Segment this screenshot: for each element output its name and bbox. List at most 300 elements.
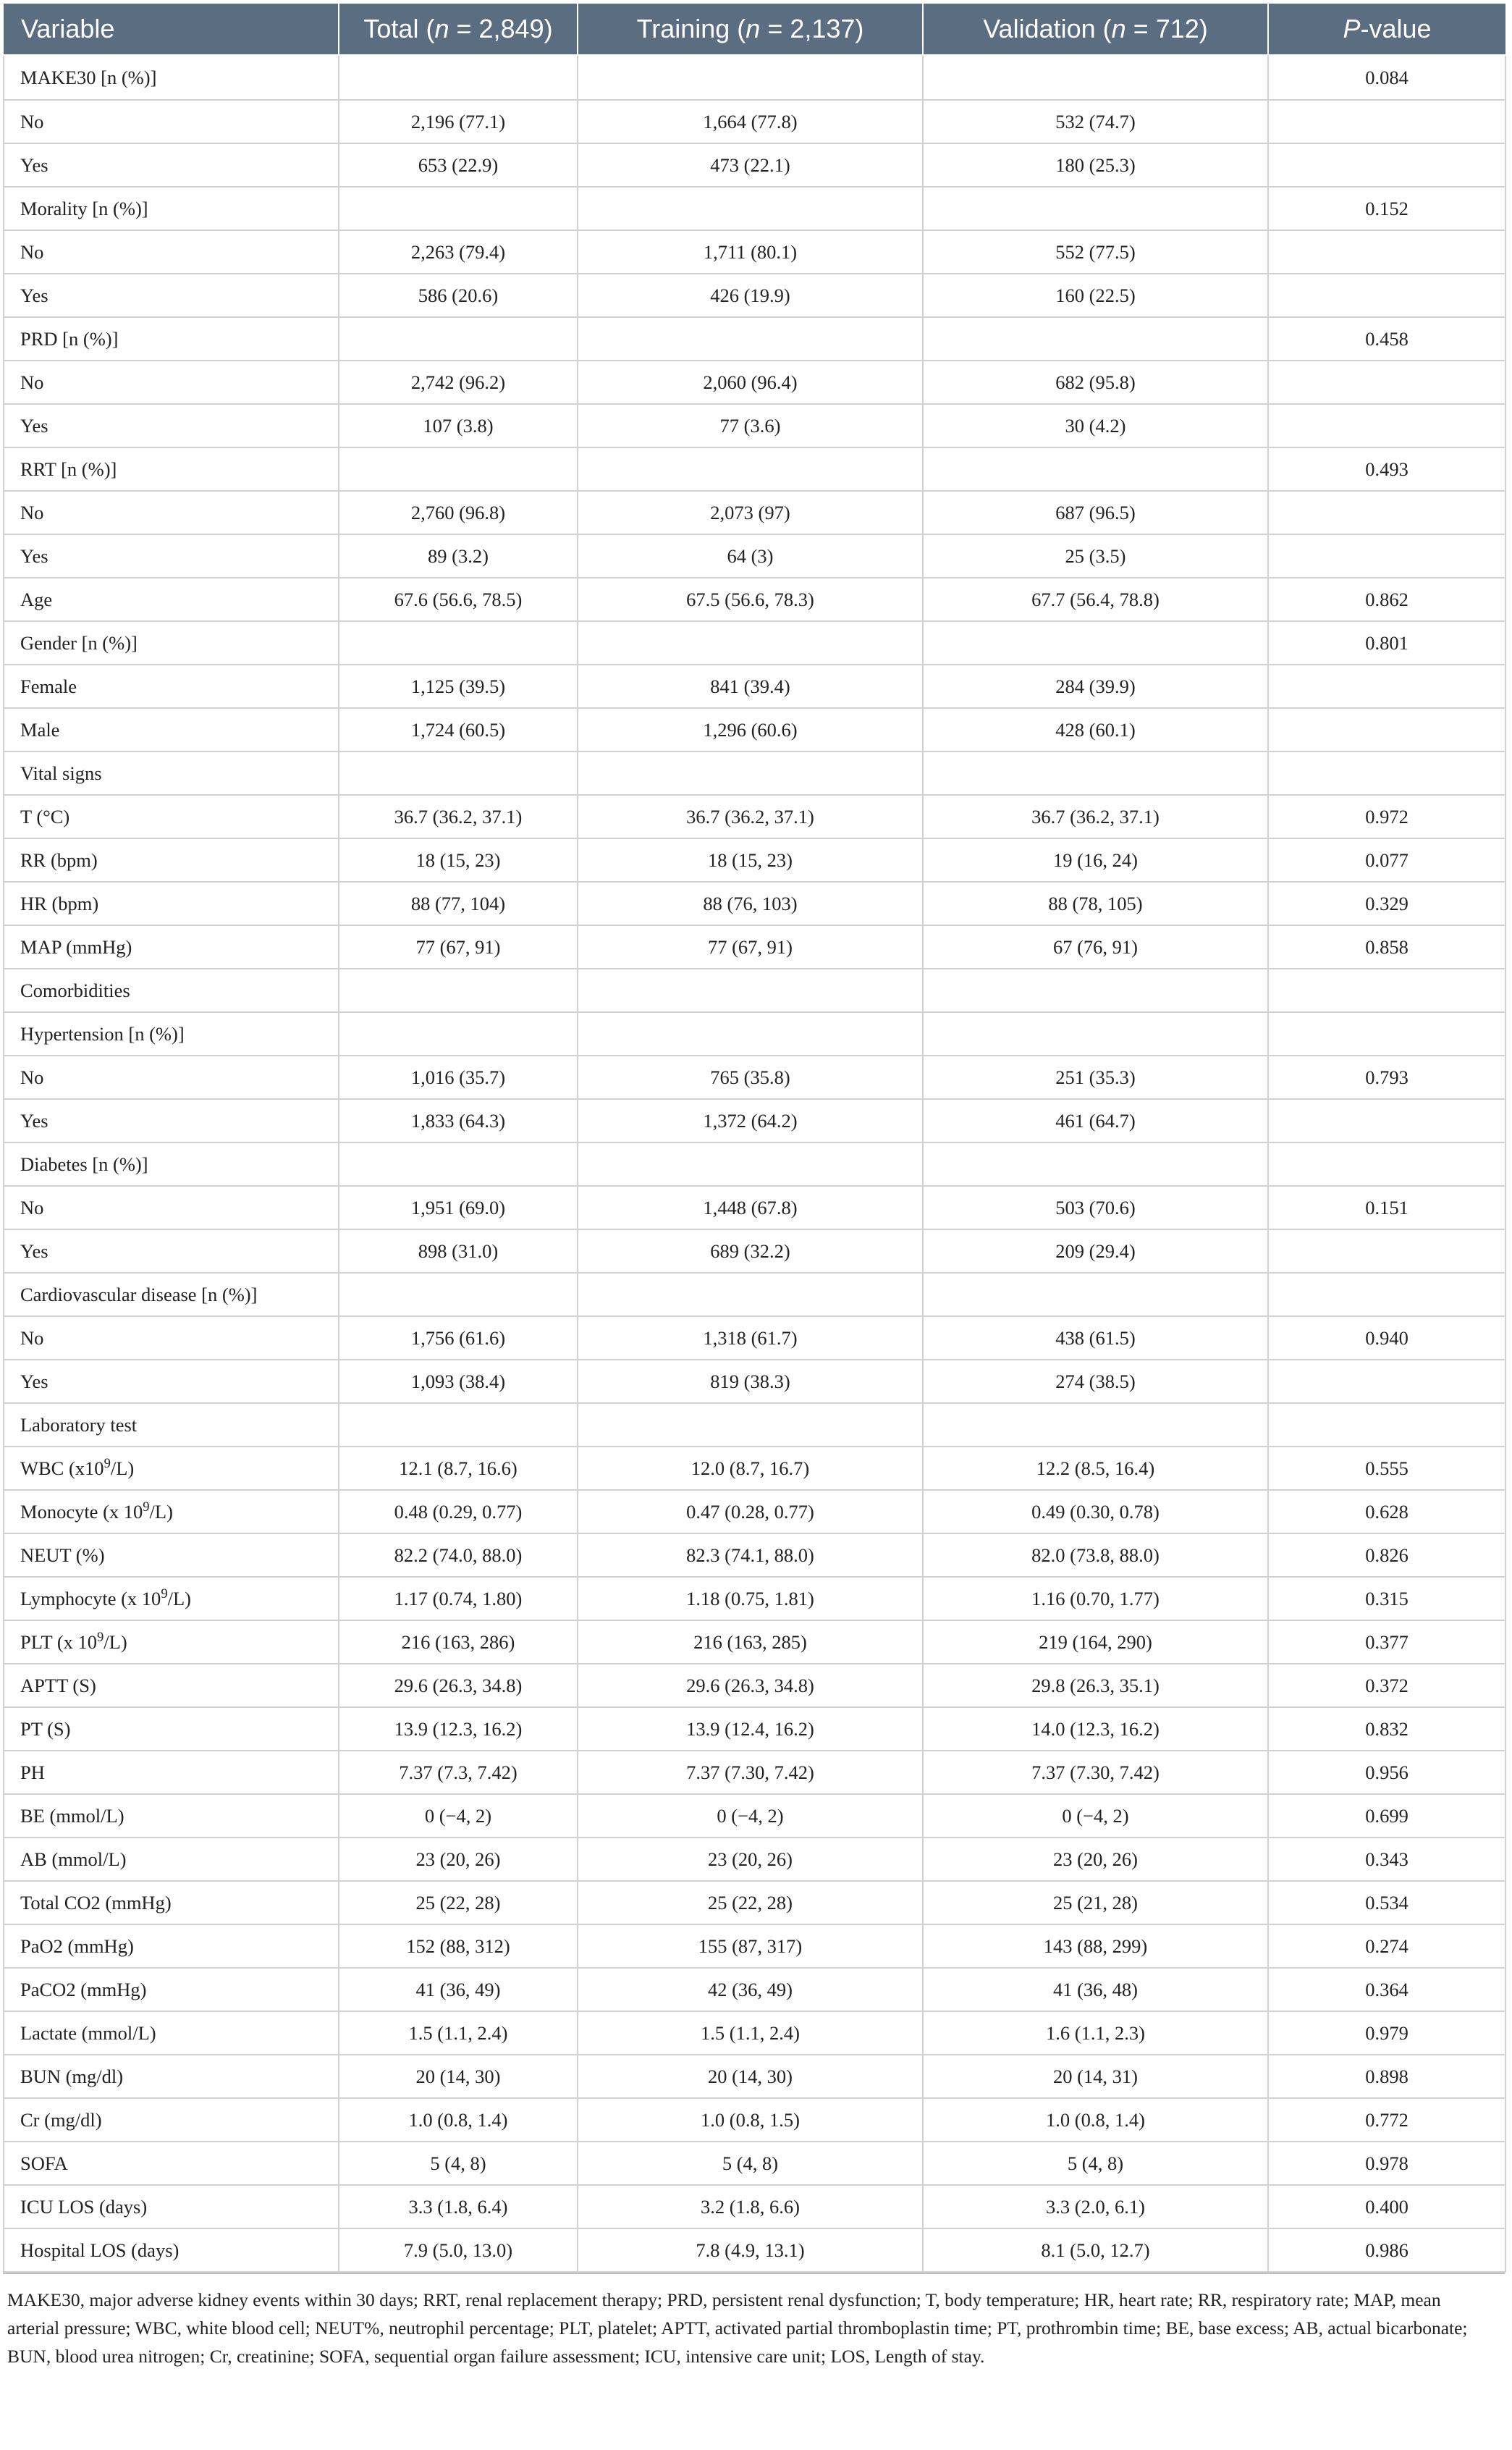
validation-cell [923,447,1268,491]
table-row [4,621,1505,665]
p-value-cell: 0.534 [1268,1881,1505,1924]
p-value-cell: 0.826 [1268,1533,1505,1577]
variable-cell: Monocyte (x $10^9/L$) [4,1490,339,1533]
validation-cell [923,1142,1268,1186]
table-row [4,1142,1505,1186]
total-cell: 2,196 (77.1) [339,100,578,143]
total-cell [339,969,578,1012]
p-value-cell: 0.329 [1268,882,1505,925]
p-value-cell: 0.972 [1268,795,1505,838]
total-cell: 67.6 (56.6, 78.5) [339,578,578,621]
table-row [4,2228,1505,2272]
validation-cell: 25 (21, 28) [923,1881,1268,1924]
table-row [4,143,1505,187]
validation-cell [923,1403,1268,1447]
training-cell: 1,448 (67.8) [578,1186,923,1229]
variable-cell: T (°C) [4,795,339,838]
table-row [4,361,1505,404]
variable-cell: Gender [n (%)] [4,621,339,665]
variable-cell: WBC $(x10^9/L)$ [4,1447,339,1490]
total-cell: 1.5 (1.1, 2.4) [339,2011,578,2055]
training-cell: 2,060 (96.4) [578,361,923,404]
variable-cell: AB (mmol/L) [4,1838,339,1881]
variable-cell: PRD [n (%)] [4,317,339,361]
validation-cell: 143 (88, 299) [923,1924,1268,1968]
variable-cell: PLT (x $10^9/L$) [4,1620,339,1664]
variable-cell: Age [4,578,339,621]
variable-cell: Female [4,665,339,708]
validation-cell: 67.7 (56.4, 78.8) [923,578,1268,621]
variable-cell: No [4,491,339,534]
validation-cell: 1.0 (0.8, 1.4) [923,2098,1268,2142]
variable-cell: RRT [n (%)] [4,447,339,491]
p-value-cell: 0.858 [1268,925,1505,969]
training-cell: 23 (20, 26) [578,1838,923,1881]
p-value-cell [1268,361,1505,404]
table-row [4,1099,1505,1142]
validation-cell: 251 (35.3) [923,1056,1268,1099]
variable-cell: Male [4,708,339,752]
validation-cell: 682 (95.8) [923,361,1268,404]
table-header [4,4,1505,55]
variable-cell: Yes [4,1099,339,1142]
p-value-cell: 0.979 [1268,2011,1505,2055]
p-value-cell: 0.832 [1268,1707,1505,1751]
training-cell [578,969,923,1012]
variable-cell: SOFA [4,2142,339,2185]
total-cell: 23 (20, 26) [339,1838,578,1881]
total-cell: 216 (163, 286) [339,1620,578,1664]
variable-cell: No [4,361,339,404]
p-value-cell [1268,404,1505,447]
table-row [4,1577,1505,1620]
total-cell: 2,760 (96.8) [339,491,578,534]
header-training: Training (n = 2,137) [578,4,923,55]
p-value-cell [1268,230,1505,274]
validation-cell: 36.7 (36.2, 37.1) [923,795,1268,838]
total-cell [339,55,578,100]
training-cell: 7.37 (7.30, 7.42) [578,1751,923,1794]
variable-cell: Lymphocyte (x $10^9/L$) [4,1577,339,1620]
table-row [4,969,1505,1012]
p-value-cell: 0.956 [1268,1751,1505,1794]
total-cell: 3.3 (1.8, 6.4) [339,2185,578,2228]
p-value-cell: 0.400 [1268,2185,1505,2228]
table-row [4,1490,1505,1533]
training-cell: 20 (14, 30) [578,2055,923,2098]
total-cell: 1,125 (39.5) [339,665,578,708]
total-cell: 107 (3.8) [339,404,578,447]
total-cell: 1,833 (64.3) [339,1099,578,1142]
p-value-cell: 0.986 [1268,2228,1505,2272]
total-cell: 1,756 (61.6) [339,1316,578,1360]
validation-cell: 23 (20, 26) [923,1838,1268,1881]
p-value-cell: 0.898 [1268,2055,1505,2098]
validation-cell [923,187,1268,230]
p-value-cell: 0.772 [1268,2098,1505,2142]
total-cell [339,187,578,230]
table-row [4,1012,1505,1056]
p-value-cell: 0.801 [1268,621,1505,665]
table-row [4,752,1505,795]
training-cell [578,55,923,100]
training-cell: 473 (22.1) [578,143,923,187]
training-cell: 841 (39.4) [578,665,923,708]
table-row [4,925,1505,969]
table-row [4,230,1505,274]
p-value-cell [1268,969,1505,1012]
table-row [4,1707,1505,1751]
p-value-cell [1268,274,1505,317]
training-cell: 77 (3.6) [578,404,923,447]
total-cell: 586 (20.6) [339,274,578,317]
p-value-cell [1268,708,1505,752]
training-cell: 67.5 (56.6, 78.3) [578,578,923,621]
validation-cell: 274 (38.5) [923,1360,1268,1403]
table-row [4,1447,1505,1490]
training-cell: 1,296 (60.6) [578,708,923,752]
p-value-cell: 0.493 [1268,447,1505,491]
p-value-cell [1268,1360,1505,1403]
total-cell: 152 (88, 312) [339,1924,578,1968]
p-value-cell: 0.458 [1268,317,1505,361]
training-cell: 0.47 (0.28, 0.77) [578,1490,923,1533]
training-cell: 77 (67, 91) [578,925,923,969]
table-row [4,2011,1505,2055]
variable-cell: Cr (mg/dl) [4,2098,339,2142]
p-value-cell: 0.077 [1268,838,1505,882]
total-cell [339,1142,578,1186]
variable-cell: Hospital LOS (days) [4,2228,339,2272]
variable-cell: RR (bpm) [4,838,339,882]
training-cell: 3.2 (1.8, 6.6) [578,2185,923,2228]
validation-cell: 160 (22.5) [923,274,1268,317]
table-row [4,491,1505,534]
total-cell: 2,742 (96.2) [339,361,578,404]
header-variable: Variable [4,4,339,55]
total-cell: 1.17 (0.74, 1.80) [339,1577,578,1620]
validation-cell: 82.0 (73.8, 88.0) [923,1533,1268,1577]
variable-cell: Diabetes [n (%)] [4,1142,339,1186]
total-cell: 25 (22, 28) [339,1881,578,1924]
validation-cell: 7.37 (7.30, 7.42) [923,1751,1268,1794]
p-value-cell [1268,1229,1505,1273]
validation-cell: 1.16 (0.70, 1.77) [923,1577,1268,1620]
training-cell: 82.3 (74.1, 88.0) [578,1533,923,1577]
variable-cell: PaCO2 (mmHg) [4,1968,339,2011]
table-body [4,55,1505,2272]
table-row [4,1924,1505,1968]
table-row [4,2098,1505,2142]
p-value-cell [1268,1012,1505,1056]
total-cell: 20 (14, 30) [339,2055,578,2098]
total-cell [339,317,578,361]
p-value-cell: 0.152 [1268,187,1505,230]
validation-cell: 8.1 (5.0, 12.7) [923,2228,1268,2272]
validation-cell: 0.49 (0.30, 0.78) [923,1490,1268,1533]
p-value-cell: 0.315 [1268,1577,1505,1620]
variable-cell: BUN (mg/dl) [4,2055,339,2098]
p-value-cell: 0.628 [1268,1490,1505,1533]
table-row [4,2055,1505,2098]
table-row [4,1968,1505,2011]
validation-cell: 14.0 (12.3, 16.2) [923,1707,1268,1751]
total-cell: 77 (67, 91) [339,925,578,969]
table-row [4,1664,1505,1707]
total-cell: 7.37 (7.3, 7.42) [339,1751,578,1794]
training-cell: 88 (76, 103) [578,882,923,925]
total-cell [339,752,578,795]
total-cell: 1,951 (69.0) [339,1186,578,1229]
table-footnote: MAKE30, major adverse kidney events within 30 days; RRT, renal replacement therapy; PRD, persistent renal dysfunction; T, body temperature; HR, heart rate; RR, respiratory rate; MAP, mean arterial pressure; WBC, white blood cell; NEUT%, neutrophil percentage; PLT, platelet; APTT, activated partial thromboplastin time; PT, prothrombin time; BE, base excess; AB, actual bicarbonate; BUN, blood urea nitrogen; Cr, creatinine; SOFA, sequential organ failure assessment; ICU, intensive care unit; LOS, Length of stay. [3,2273,1505,2370]
variable-cell: Lactate (mmol/L) [4,2011,339,2055]
table-row [4,1273,1505,1316]
p-value-cell [1268,534,1505,578]
training-cell: 1,318 (61.7) [578,1316,923,1360]
training-cell: 426 (19.9) [578,274,923,317]
training-cell: 1.18 (0.75, 1.81) [578,1577,923,1620]
validation-cell [923,621,1268,665]
total-cell [339,1403,578,1447]
table-row [4,1186,1505,1229]
total-cell: 88 (77, 104) [339,882,578,925]
validation-cell: 30 (4.2) [923,404,1268,447]
table-row [4,1360,1505,1403]
validation-cell: 503 (70.6) [923,1186,1268,1229]
validation-cell: 41 (36, 48) [923,1968,1268,2011]
training-cell: 0 (−4, 2) [578,1794,923,1838]
table-row [4,404,1505,447]
validation-cell [923,317,1268,361]
total-cell [339,1273,578,1316]
total-cell: 7.9 (5.0, 13.0) [339,2228,578,2272]
training-cell [578,621,923,665]
header-row [4,4,1505,55]
validation-cell [923,55,1268,100]
validation-cell: 552 (77.5) [923,230,1268,274]
table-row [4,1881,1505,1924]
validation-cell: 67 (76, 91) [923,925,1268,969]
variable-cell: Yes [4,1360,339,1403]
table-row [4,1751,1505,1794]
training-cell: 1.5 (1.1, 2.4) [578,2011,923,2055]
header-total: Total (n = 2,849) [339,4,578,55]
total-cell: 0.48 (0.29, 0.77) [339,1490,578,1533]
total-cell [339,621,578,665]
total-cell: 653 (22.9) [339,143,578,187]
total-cell [339,447,578,491]
validation-cell: 180 (25.3) [923,143,1268,187]
p-value-cell [1268,143,1505,187]
variable-cell: Laboratory test [4,1403,339,1447]
table-row [4,665,1505,708]
p-value-cell: 0.978 [1268,2142,1505,2185]
variable-cell: Yes [4,534,339,578]
training-cell: 29.6 (26.3, 34.8) [578,1664,923,1707]
training-cell: 25 (22, 28) [578,1881,923,1924]
total-cell: 0 (−4, 2) [339,1794,578,1838]
validation-cell: 209 (29.4) [923,1229,1268,1273]
table-container [3,4,1505,2370]
table-row [4,1838,1505,1881]
p-value-cell [1268,665,1505,708]
total-cell: 1,093 (38.4) [339,1360,578,1403]
training-cell: 765 (35.8) [578,1056,923,1099]
training-cell: 155 (87, 317) [578,1924,923,1968]
total-cell [339,1012,578,1056]
total-cell: 2,263 (79.4) [339,230,578,274]
baseline-characteristics-table [3,4,1506,2273]
training-cell: 819 (38.3) [578,1360,923,1403]
table-row [4,882,1505,925]
table-row [4,2142,1505,2185]
table-row [4,1794,1505,1838]
validation-cell: 25 (3.5) [923,534,1268,578]
p-value-cell [1268,1099,1505,1142]
p-value-cell: 0.151 [1268,1186,1505,1229]
validation-cell: 687 (96.5) [923,491,1268,534]
total-cell: 36.7 (36.2, 37.1) [339,795,578,838]
training-cell [578,1142,923,1186]
training-cell [578,1403,923,1447]
p-value-cell [1268,1403,1505,1447]
training-cell: 18 (15, 23) [578,838,923,882]
variable-cell: PT (S) [4,1707,339,1751]
variable-cell: APTT (S) [4,1664,339,1707]
p-value-cell [1268,1142,1505,1186]
variable-cell: Vital signs [4,752,339,795]
validation-cell: 219 (164, 290) [923,1620,1268,1664]
table-row [4,187,1505,230]
training-cell: 64 (3) [578,534,923,578]
training-cell: 1,372 (64.2) [578,1099,923,1142]
p-value-cell: 0.372 [1268,1664,1505,1707]
header-validation: Validation (n = 712) [923,4,1268,55]
training-cell: 7.8 (4.9, 13.1) [578,2228,923,2272]
total-cell: 82.2 (74.0, 88.0) [339,1533,578,1577]
total-cell: 5 (4, 8) [339,2142,578,2185]
total-cell: 29.6 (26.3, 34.8) [339,1664,578,1707]
training-cell: 1,711 (80.1) [578,230,923,274]
header-p-value: P-value [1268,4,1505,55]
validation-cell: 1.6 (1.1, 2.3) [923,2011,1268,2055]
validation-cell: 438 (61.5) [923,1316,1268,1360]
variable-cell: No [4,1056,339,1099]
training-cell [578,1012,923,1056]
table-row [4,1056,1505,1099]
total-cell: 1,016 (35.7) [339,1056,578,1099]
validation-cell: 428 (60.1) [923,708,1268,752]
table-row [4,1403,1505,1447]
variable-cell: PH [4,1751,339,1794]
p-value-cell: 0.862 [1268,578,1505,621]
table-row [4,274,1505,317]
variable-cell: No [4,230,339,274]
variable-cell: Yes [4,274,339,317]
table-row [4,1620,1505,1664]
variable-cell: No [4,100,339,143]
variable-cell: No [4,1186,339,1229]
validation-cell [923,752,1268,795]
p-value-cell: 0.940 [1268,1316,1505,1360]
table-row [4,55,1505,100]
training-cell [578,752,923,795]
total-cell: 13.9 (12.3, 16.2) [339,1707,578,1751]
variable-cell: HR (bpm) [4,882,339,925]
p-value-cell [1268,752,1505,795]
variable-cell: PaO2 (mmHg) [4,1924,339,1968]
table-row [4,447,1505,491]
validation-cell [923,1273,1268,1316]
training-cell: 42 (36, 49) [578,1968,923,2011]
table-row [4,1533,1505,1577]
p-value-cell: 0.793 [1268,1056,1505,1099]
variable-cell: MAKE30 [n (%)] [4,55,339,100]
variable-cell: Comorbidities [4,969,339,1012]
p-value-cell: 0.274 [1268,1924,1505,1968]
validation-cell: 5 (4, 8) [923,2142,1268,2185]
variable-cell: Hypertension [n (%)] [4,1012,339,1056]
total-cell: 1,724 (60.5) [339,708,578,752]
variable-cell: Total CO2 (mmHg) [4,1881,339,1924]
validation-cell: 0 (−4, 2) [923,1794,1268,1838]
table-row [4,578,1505,621]
table-row [4,317,1505,361]
validation-cell: 284 (39.9) [923,665,1268,708]
table-row [4,1229,1505,1273]
training-cell: 1,664 (77.8) [578,100,923,143]
p-value-cell: 0.343 [1268,1838,1505,1881]
variable-cell: MAP (mmHg) [4,925,339,969]
validation-cell: 20 (14, 31) [923,2055,1268,2098]
total-cell: 1.0 (0.8, 1.4) [339,2098,578,2142]
table-row [4,2185,1505,2228]
validation-cell: 3.3 (2.0, 6.1) [923,2185,1268,2228]
p-value-cell [1268,491,1505,534]
variable-cell: Yes [4,404,339,447]
p-value-cell: 0.084 [1268,55,1505,100]
p-value-cell: 0.364 [1268,1968,1505,2011]
training-cell: 2,073 (97) [578,491,923,534]
p-value-cell [1268,1273,1505,1316]
validation-cell: 88 (78, 105) [923,882,1268,925]
variable-cell: Morality [n (%)] [4,187,339,230]
training-cell: 689 (32.2) [578,1229,923,1273]
total-cell: 89 (3.2) [339,534,578,578]
table-row [4,795,1505,838]
variable-cell: Cardiovascular disease [n (%)] [4,1273,339,1316]
variable-cell: Yes [4,1229,339,1273]
validation-cell: 461 (64.7) [923,1099,1268,1142]
validation-cell [923,969,1268,1012]
p-value-cell: 0.555 [1268,1447,1505,1490]
table-row [4,708,1505,752]
validation-cell: 532 (74.7) [923,100,1268,143]
variable-cell: NEUT (%) [4,1533,339,1577]
training-cell [578,447,923,491]
training-cell: 36.7 (36.2, 37.1) [578,795,923,838]
total-cell: 18 (15, 23) [339,838,578,882]
total-cell: 41 (36, 49) [339,1968,578,2011]
variable-cell: BE (mmol/L) [4,1794,339,1838]
table-row [4,534,1505,578]
validation-cell: 19 (16, 24) [923,838,1268,882]
variable-cell: No [4,1316,339,1360]
validation-cell: 29.8 (26.3, 35.1) [923,1664,1268,1707]
training-cell: 13.9 (12.4, 16.2) [578,1707,923,1751]
training-cell: 216 (163, 285) [578,1620,923,1664]
variable-cell: Yes [4,143,339,187]
